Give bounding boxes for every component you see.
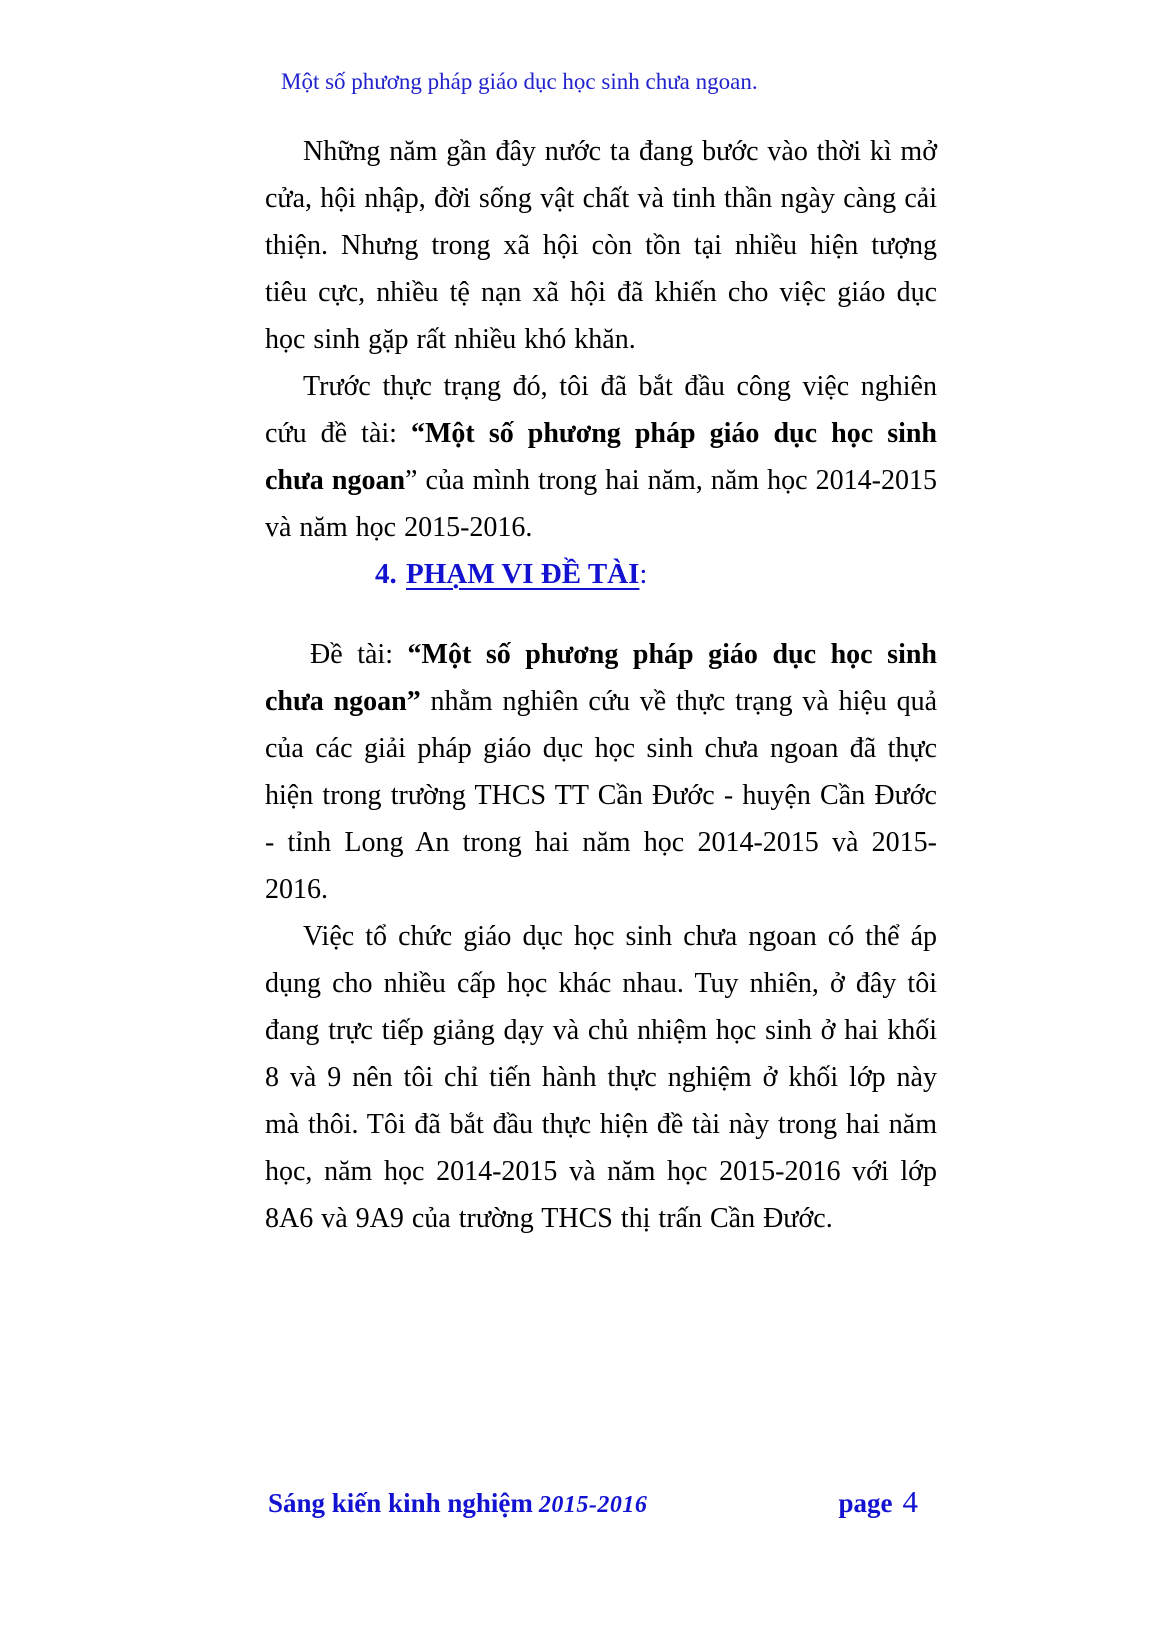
text-run-bold-topic: “Một số phương pháp giáo dục học sinh chưa ngoan (265, 418, 938, 496)
text-run: Đề tài: (310, 639, 408, 670)
section-heading-pham-vi-de-tai (375, 551, 937, 598)
paragraph-scope (265, 631, 937, 913)
paragraph-implementation: Việc tổ chức giáo dục học sinh chưa ngoan có thể áp dụng cho nhiều cấp học khác nhau. Tuy nhiên, ở đây tôi đang trực tiếp giảng dạy và chủ nhiệm học sinh ở hai khối 8 và 9 nên tôi chỉ tiến hành thực nghiệm ở khối lớp này mà thôi. Tôi đã bắt đầu thực hiện đề tài này trong hai năm học, năm học 2014-2015 và năm học 2015-2016 với lớp 8A6 và 9A9 của trường THCS thị trấn Cần Đước. (265, 921, 937, 1234)
text-run: Trước thực trạng đó, tôi đã bắt đầu công việc nghiên cứu đề tài: (265, 371, 937, 449)
footer-page-label: page (838, 1488, 893, 1518)
heading-colon: : (639, 558, 648, 590)
footer-document-title (268, 1488, 647, 1519)
footer-years-text: 2015-2016 (538, 1492, 648, 1518)
footer-page-indicator (839, 1484, 919, 1520)
paragraph-intro: Những năm gần đây nước ta đang bước vào thời kì mở cửa, hội nhập, đời sống vật chất và tinh thần ngày càng cải thiện. Nhưng trong xã hội còn tồn tại nhiều hiện tượng tiêu cực, nhiều tệ nạn xã hội đã khiến cho việc giáo dục học sinh gặp rất nhiều khó khăn. (265, 136, 937, 355)
page-footer (268, 1484, 918, 1520)
running-header-title: Một số phương pháp giáo dục học sinh chưa ngoan. (281, 69, 758, 94)
text-run: nhằm nghiên cứu về thực trạng và hiệu quả của các giải pháp giáo dục học sinh chưa ngoan đã thực hiện trong trường THCS TT Cần Đước - huyện Cần Đước - tỉnh Long An trong hai năm học 2014-2015 và 2015-2016. (265, 686, 938, 905)
footer-title-text: Sáng kiến kinh nghiệm (268, 1488, 533, 1518)
heading-number: 4. (375, 558, 397, 590)
footer-page-number: 4 (902, 1484, 918, 1519)
document-body (265, 128, 937, 1242)
text-run: ” của mình trong hai năm, năm học 2014-2015 và năm học 2015-2016. (265, 465, 937, 543)
text-run-bold-topic: “Một số phương pháp giáo dục học sinh chưa ngoan” (265, 639, 937, 717)
heading-text: PHẠM VI ĐỀ TÀI (406, 558, 640, 590)
paragraph-research-start (265, 363, 937, 551)
